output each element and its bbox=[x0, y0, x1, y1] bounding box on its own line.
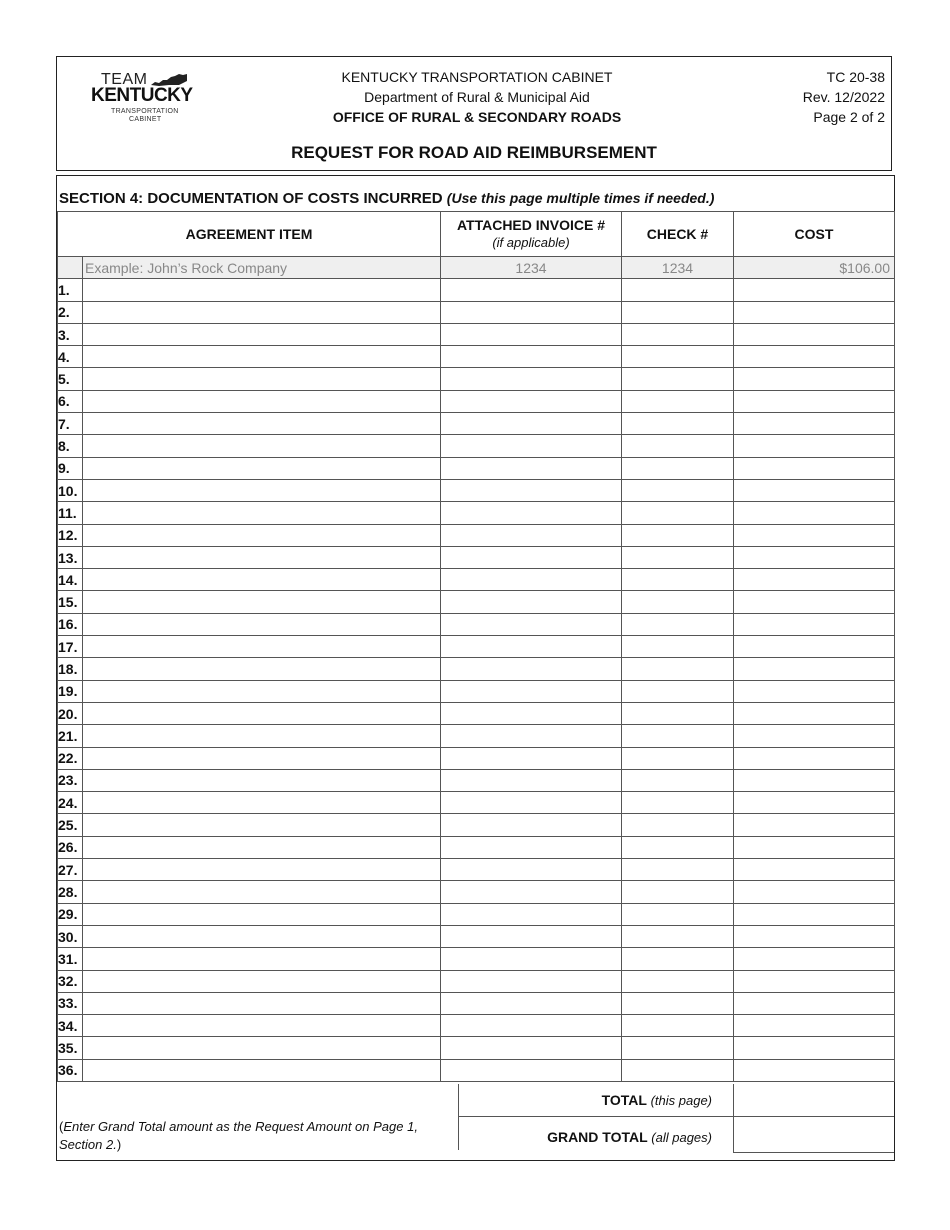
grand-total-instruction bbox=[59, 1118, 449, 1154]
cost-cell[interactable] bbox=[734, 613, 895, 635]
instruction-text: Enter Grand Total amount as the Request Amount on Page 1, Section 2. bbox=[59, 1119, 418, 1152]
row-number: 15. bbox=[58, 591, 83, 613]
row-number: 24. bbox=[58, 792, 83, 814]
agreement-item-cell[interactable] bbox=[83, 702, 441, 724]
invoice-number-cell[interactable] bbox=[441, 769, 622, 791]
grand-total-label-note: (all pages) bbox=[651, 1130, 712, 1145]
invoice-number-cell[interactable] bbox=[441, 881, 622, 903]
cost-cell[interactable] bbox=[734, 859, 895, 881]
check-number-cell[interactable] bbox=[622, 1015, 734, 1037]
table-row bbox=[58, 435, 895, 457]
cost-cell[interactable] bbox=[734, 368, 895, 390]
agreement-item-cell[interactable] bbox=[83, 992, 441, 1014]
check-number-cell[interactable] bbox=[622, 323, 734, 345]
check-number-cell[interactable] bbox=[622, 881, 734, 903]
cost-cell[interactable] bbox=[734, 680, 895, 702]
cost-cell[interactable] bbox=[734, 658, 895, 680]
invoice-number-cell[interactable] bbox=[441, 323, 622, 345]
row-number: 26. bbox=[58, 836, 83, 858]
row-number: 13. bbox=[58, 546, 83, 568]
row-number: 4. bbox=[58, 346, 83, 368]
cost-cell[interactable] bbox=[734, 636, 895, 658]
invoice-number-cell[interactable] bbox=[441, 702, 622, 724]
cost-cell[interactable] bbox=[734, 1059, 895, 1081]
row-number: 27. bbox=[58, 859, 83, 881]
check-number-cell[interactable] bbox=[622, 814, 734, 836]
row-number: 28. bbox=[58, 881, 83, 903]
agreement-item-cell[interactable] bbox=[83, 725, 441, 747]
invoice-number-cell[interactable] bbox=[441, 435, 622, 457]
table-row bbox=[58, 658, 895, 680]
table-row bbox=[58, 368, 895, 390]
check-number-cell[interactable] bbox=[622, 725, 734, 747]
row-number: 25. bbox=[58, 814, 83, 836]
row-number: 36. bbox=[58, 1059, 83, 1081]
totals-divider bbox=[733, 1152, 894, 1153]
invoice-number-cell[interactable] bbox=[441, 658, 622, 680]
invoice-number-cell[interactable] bbox=[441, 346, 622, 368]
agreement-item-cell[interactable] bbox=[83, 613, 441, 635]
table-row bbox=[58, 457, 895, 479]
row-number: 9. bbox=[58, 457, 83, 479]
cost-cell[interactable] bbox=[734, 1037, 895, 1059]
section-title bbox=[59, 190, 714, 207]
form-info-block bbox=[725, 67, 885, 127]
check-number-cell[interactable] bbox=[622, 546, 734, 568]
section-4-box bbox=[56, 175, 895, 1161]
table-row bbox=[58, 1037, 895, 1059]
check-number-cell[interactable] bbox=[622, 502, 734, 524]
agreement-item-cell[interactable] bbox=[83, 948, 441, 970]
invoice-number-cell[interactable] bbox=[441, 479, 622, 501]
row-number: 35. bbox=[58, 1037, 83, 1059]
agreement-item-cell[interactable] bbox=[83, 368, 441, 390]
check-number-cell[interactable] bbox=[622, 301, 734, 323]
table-row bbox=[58, 390, 895, 412]
table-row bbox=[58, 413, 895, 435]
cost-cell[interactable] bbox=[734, 903, 895, 925]
revision-date: Rev. 12/2022 bbox=[802, 89, 885, 105]
logo-team-text: TEAM bbox=[101, 71, 148, 88]
invoice-number-cell[interactable] bbox=[441, 948, 622, 970]
cost-cell[interactable] bbox=[734, 479, 895, 501]
cost-cell[interactable] bbox=[734, 413, 895, 435]
table-row bbox=[58, 948, 895, 970]
invoice-number-cell[interactable] bbox=[441, 301, 622, 323]
row-number: 32. bbox=[58, 970, 83, 992]
cost-cell[interactable] bbox=[734, 524, 895, 546]
grand-total-label bbox=[547, 1129, 712, 1145]
cost-cell[interactable] bbox=[734, 792, 895, 814]
table-row bbox=[58, 881, 895, 903]
agreement-item-cell[interactable] bbox=[83, 435, 441, 457]
cost-cell[interactable] bbox=[734, 346, 895, 368]
check-number-cell[interactable] bbox=[622, 925, 734, 947]
check-number-cell[interactable] bbox=[622, 569, 734, 591]
row-number: 20. bbox=[58, 702, 83, 724]
example-row bbox=[58, 257, 895, 279]
invoice-number-cell[interactable] bbox=[441, 502, 622, 524]
invoice-number-cell[interactable] bbox=[441, 524, 622, 546]
agreement-item-cell[interactable] bbox=[83, 903, 441, 925]
invoice-number-cell[interactable] bbox=[441, 457, 622, 479]
row-number: 2. bbox=[58, 301, 83, 323]
cost-cell[interactable] bbox=[734, 702, 895, 724]
invoice-number-cell[interactable] bbox=[441, 970, 622, 992]
table-row bbox=[58, 814, 895, 836]
agreement-item-cell[interactable] bbox=[83, 881, 441, 903]
cost-cell[interactable] bbox=[734, 925, 895, 947]
cost-cell[interactable] bbox=[734, 992, 895, 1014]
example-item: Example: John’s Rock Company bbox=[83, 257, 441, 279]
agreement-item-cell[interactable] bbox=[83, 1037, 441, 1059]
row-number: 21. bbox=[58, 725, 83, 747]
invoice-number-cell[interactable] bbox=[441, 836, 622, 858]
row-number: 31. bbox=[58, 948, 83, 970]
row-number: 22. bbox=[58, 747, 83, 769]
form-header bbox=[56, 56, 892, 171]
agreement-item-cell[interactable] bbox=[83, 859, 441, 881]
table-row bbox=[58, 479, 895, 501]
check-number-cell[interactable] bbox=[622, 435, 734, 457]
cost-cell[interactable] bbox=[734, 836, 895, 858]
invoice-number-cell[interactable] bbox=[441, 814, 622, 836]
table-row bbox=[58, 925, 895, 947]
invoice-number-cell[interactable] bbox=[441, 792, 622, 814]
cost-cell[interactable] bbox=[734, 502, 895, 524]
cost-cell[interactable] bbox=[734, 948, 895, 970]
instruction-open: ( bbox=[59, 1119, 64, 1134]
invoice-number-cell[interactable] bbox=[441, 279, 622, 301]
page-indicator: Page 2 of 2 bbox=[813, 109, 885, 125]
cost-cell[interactable] bbox=[734, 1015, 895, 1037]
example-invoice: 1234 bbox=[441, 257, 622, 279]
row-number: 8. bbox=[58, 435, 83, 457]
check-number-cell[interactable] bbox=[622, 769, 734, 791]
table-row bbox=[58, 279, 895, 301]
invoice-number-cell[interactable] bbox=[441, 747, 622, 769]
table-row bbox=[58, 569, 895, 591]
row-number: 3. bbox=[58, 323, 83, 345]
check-number-cell[interactable] bbox=[622, 1059, 734, 1081]
agreement-item-cell[interactable] bbox=[83, 346, 441, 368]
invoice-number-cell[interactable] bbox=[441, 680, 622, 702]
example-check: 1234 bbox=[622, 257, 734, 279]
agreement-item-cell[interactable] bbox=[83, 279, 441, 301]
check-number-cell[interactable] bbox=[622, 658, 734, 680]
example-cost: $106.00 bbox=[734, 257, 895, 279]
grand-total-field[interactable] bbox=[735, 1119, 893, 1149]
row-number: 34. bbox=[58, 1015, 83, 1037]
totals-area bbox=[57, 1084, 894, 1152]
agreement-item-cell[interactable] bbox=[83, 546, 441, 568]
invoice-number-cell[interactable] bbox=[441, 859, 622, 881]
check-number-cell[interactable] bbox=[622, 346, 734, 368]
section-note: (Use this page multiple times if needed.) bbox=[446, 190, 715, 206]
agreement-item-cell[interactable] bbox=[83, 769, 441, 791]
invoice-number-cell[interactable] bbox=[441, 725, 622, 747]
row-number: 23. bbox=[58, 769, 83, 791]
invoice-number-cell[interactable] bbox=[441, 1037, 622, 1059]
row-number: 33. bbox=[58, 992, 83, 1014]
cost-cell[interactable] bbox=[734, 546, 895, 568]
office-name: OFFICE OF RURAL & SECONDARY ROADS bbox=[332, 109, 622, 125]
logo-kentucky-text: KENTUCKY bbox=[91, 85, 193, 106]
total-this-page-field[interactable] bbox=[735, 1085, 893, 1115]
col-header-invoice-text: ATTACHED INVOICE # bbox=[456, 217, 606, 233]
agreement-item-cell[interactable] bbox=[83, 301, 441, 323]
table-row bbox=[58, 769, 895, 791]
check-number-cell[interactable] bbox=[622, 636, 734, 658]
table-row bbox=[58, 680, 895, 702]
row-number: 12. bbox=[58, 524, 83, 546]
agreement-item-cell[interactable] bbox=[83, 502, 441, 524]
check-number-cell[interactable] bbox=[622, 457, 734, 479]
invoice-number-cell[interactable] bbox=[441, 368, 622, 390]
check-number-cell[interactable] bbox=[622, 1037, 734, 1059]
agreement-item-cell[interactable] bbox=[83, 836, 441, 858]
table-row bbox=[58, 903, 895, 925]
invoice-number-cell[interactable] bbox=[441, 992, 622, 1014]
cost-cell[interactable] bbox=[734, 881, 895, 903]
total-label-text: TOTAL bbox=[601, 1092, 647, 1108]
table-row bbox=[58, 323, 895, 345]
cost-cell[interactable] bbox=[734, 591, 895, 613]
agreement-item-cell[interactable] bbox=[83, 390, 441, 412]
check-number-cell[interactable] bbox=[622, 903, 734, 925]
agreement-item-cell[interactable] bbox=[83, 457, 441, 479]
check-number-cell[interactable] bbox=[622, 747, 734, 769]
check-number-cell[interactable] bbox=[622, 836, 734, 858]
instruction-close: ) bbox=[116, 1137, 122, 1152]
agreement-item-cell[interactable] bbox=[83, 323, 441, 345]
row-number: 30. bbox=[58, 925, 83, 947]
cost-cell[interactable] bbox=[734, 279, 895, 301]
invoice-number-cell[interactable] bbox=[441, 546, 622, 568]
agreement-item-cell[interactable] bbox=[83, 569, 441, 591]
cost-cell[interactable] bbox=[734, 814, 895, 836]
row-number: 16. bbox=[58, 613, 83, 635]
agreement-item-cell[interactable] bbox=[83, 636, 441, 658]
grand-total-label-text: GRAND TOTAL bbox=[547, 1129, 648, 1145]
table-header-row bbox=[58, 212, 895, 257]
invoice-number-cell[interactable] bbox=[441, 925, 622, 947]
team-kentucky-logo bbox=[91, 69, 201, 129]
table-row bbox=[58, 970, 895, 992]
row-number: 29. bbox=[58, 903, 83, 925]
agreement-item-cell[interactable] bbox=[83, 479, 441, 501]
logo-sub1-text: TRANSPORTATION bbox=[111, 108, 179, 115]
check-number-cell[interactable] bbox=[622, 970, 734, 992]
table-row bbox=[58, 836, 895, 858]
logo-sub2-text: CABINET bbox=[129, 116, 162, 123]
check-number-cell[interactable] bbox=[622, 680, 734, 702]
cost-cell[interactable] bbox=[734, 569, 895, 591]
check-number-cell[interactable] bbox=[622, 524, 734, 546]
agreement-item-cell[interactable] bbox=[83, 814, 441, 836]
cost-cell[interactable] bbox=[734, 457, 895, 479]
row-number: 19. bbox=[58, 680, 83, 702]
table-row bbox=[58, 792, 895, 814]
cost-cell[interactable] bbox=[734, 769, 895, 791]
col-header-agreement-item: AGREEMENT ITEM bbox=[58, 212, 441, 257]
cost-cell[interactable] bbox=[734, 390, 895, 412]
table-row bbox=[58, 747, 895, 769]
table-row bbox=[58, 301, 895, 323]
agency-block bbox=[287, 67, 667, 127]
table-row bbox=[58, 992, 895, 1014]
table-row bbox=[58, 725, 895, 747]
agreement-item-cell[interactable] bbox=[83, 925, 441, 947]
row-number: 1. bbox=[58, 279, 83, 301]
agreement-item-cell[interactable] bbox=[83, 1059, 441, 1081]
row-number: 7. bbox=[58, 413, 83, 435]
cost-cell[interactable] bbox=[734, 970, 895, 992]
agreement-item-cell[interactable] bbox=[83, 524, 441, 546]
check-number-cell[interactable] bbox=[622, 992, 734, 1014]
totals-divider bbox=[458, 1116, 894, 1117]
cost-cell[interactable] bbox=[734, 323, 895, 345]
row-number: 11. bbox=[58, 502, 83, 524]
invoice-number-cell[interactable] bbox=[441, 569, 622, 591]
department-name: Department of Rural & Municipal Aid bbox=[364, 89, 590, 105]
table-row bbox=[58, 524, 895, 546]
table-row bbox=[58, 502, 895, 524]
row-number: 18. bbox=[58, 658, 83, 680]
check-number-cell[interactable] bbox=[622, 368, 734, 390]
table-row bbox=[58, 1059, 895, 1081]
invoice-number-cell[interactable] bbox=[441, 390, 622, 412]
check-number-cell[interactable] bbox=[622, 859, 734, 881]
col-header-invoice bbox=[441, 212, 622, 257]
totals-divider bbox=[733, 1084, 734, 1152]
form-title: REQUEST FOR ROAD AID REIMBURSEMENT bbox=[291, 143, 657, 162]
check-number-cell[interactable] bbox=[622, 413, 734, 435]
agreement-item-cell[interactable] bbox=[83, 792, 441, 814]
col-header-invoice-sub: (if applicable) bbox=[492, 235, 570, 250]
agreement-item-cell[interactable] bbox=[83, 680, 441, 702]
invoice-number-cell[interactable] bbox=[441, 903, 622, 925]
agreement-item-cell[interactable] bbox=[83, 970, 441, 992]
total-label-note: (this page) bbox=[650, 1093, 712, 1108]
row-number: 14. bbox=[58, 569, 83, 591]
check-number-cell[interactable] bbox=[622, 279, 734, 301]
totals-divider bbox=[458, 1084, 459, 1150]
agreement-item-cell[interactable] bbox=[83, 1015, 441, 1037]
example-num-cell bbox=[58, 257, 83, 279]
invoice-number-cell[interactable] bbox=[441, 591, 622, 613]
row-number: 17. bbox=[58, 636, 83, 658]
agreement-item-cell[interactable] bbox=[83, 747, 441, 769]
section-title-text: SECTION 4: DOCUMENTATION OF COSTS INCURRED bbox=[59, 190, 443, 207]
table-row bbox=[58, 702, 895, 724]
agreement-item-cell[interactable] bbox=[83, 591, 441, 613]
cost-cell[interactable] bbox=[734, 747, 895, 769]
cost-cell[interactable] bbox=[734, 435, 895, 457]
row-number: 5. bbox=[58, 368, 83, 390]
invoice-number-cell[interactable] bbox=[441, 613, 622, 635]
row-number: 6. bbox=[58, 390, 83, 412]
check-number-cell[interactable] bbox=[622, 792, 734, 814]
col-header-check: CHECK # bbox=[622, 212, 734, 257]
col-header-cost: COST bbox=[734, 212, 895, 257]
table-row bbox=[58, 346, 895, 368]
table-row bbox=[58, 636, 895, 658]
agreement-item-cell[interactable] bbox=[83, 658, 441, 680]
check-number-cell[interactable] bbox=[622, 613, 734, 635]
agency-name: KENTUCKY TRANSPORTATION CABINET bbox=[341, 69, 613, 85]
cost-cell[interactable] bbox=[734, 301, 895, 323]
costs-table bbox=[57, 211, 895, 1082]
form-number: TC 20-38 bbox=[826, 69, 885, 85]
check-number-cell[interactable] bbox=[622, 948, 734, 970]
total-label bbox=[602, 1092, 712, 1108]
table-row bbox=[58, 546, 895, 568]
table-row bbox=[58, 613, 895, 635]
check-number-cell[interactable] bbox=[622, 390, 734, 412]
agreement-item-cell[interactable] bbox=[83, 413, 441, 435]
invoice-number-cell[interactable] bbox=[441, 1059, 622, 1081]
table-row bbox=[58, 1015, 895, 1037]
cost-cell[interactable] bbox=[734, 725, 895, 747]
invoice-number-cell[interactable] bbox=[441, 1015, 622, 1037]
table-row bbox=[58, 591, 895, 613]
row-number: 10. bbox=[58, 479, 83, 501]
table-row bbox=[58, 859, 895, 881]
check-number-cell[interactable] bbox=[622, 702, 734, 724]
invoice-number-cell[interactable] bbox=[441, 636, 622, 658]
check-number-cell[interactable] bbox=[622, 591, 734, 613]
invoice-number-cell[interactable] bbox=[441, 413, 622, 435]
check-number-cell[interactable] bbox=[622, 479, 734, 501]
